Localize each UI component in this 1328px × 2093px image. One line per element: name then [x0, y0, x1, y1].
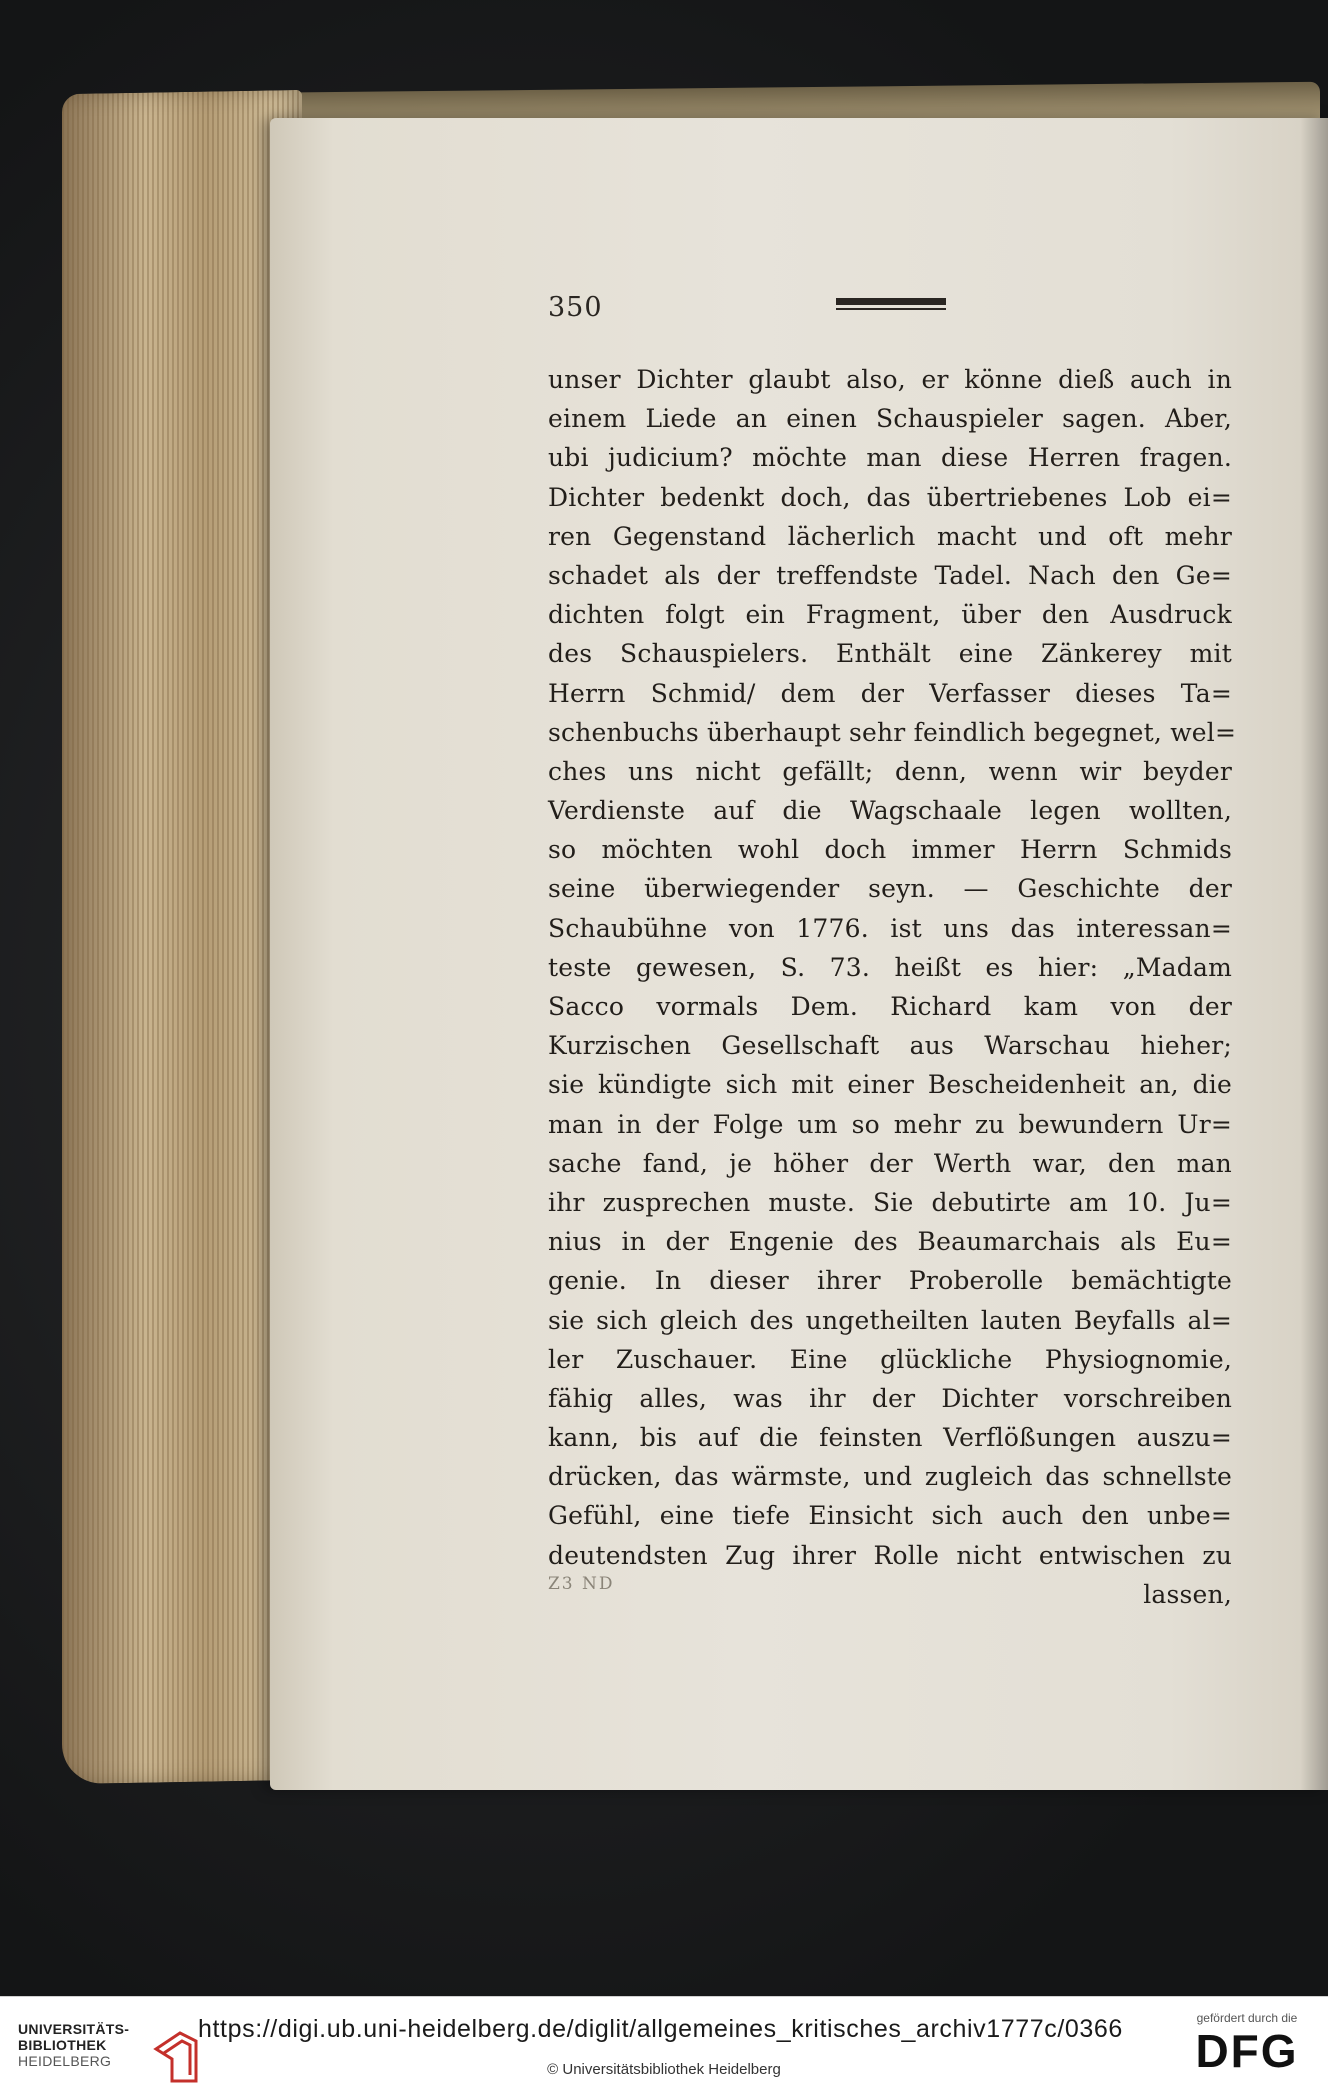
catchword: lassen, — [1143, 1579, 1232, 1609]
text-line: unser Dichter glaubt also, er könne dieß auch in — [548, 365, 1232, 394]
dfg-logo: DFG — [1195, 2025, 1299, 2077]
text-line: schadet als der treffendste Tadel. Nach den Ge= — [548, 560, 1232, 590]
text-line: ihr zusprechen muste. Sie debutirte am 10. Ju= — [548, 1187, 1232, 1217]
text-line: teste gewesen, S. 73. heißt es hier: „Madam — [548, 952, 1232, 982]
text-line: genie. In dieser ihrer Proberolle bemächtigte — [548, 1266, 1232, 1296]
text-line: ches uns nicht gefällt; denn, wenn wir beyder — [548, 756, 1232, 786]
library-name-line3: HEIDELBERG — [18, 2053, 112, 2069]
text-line: sache fand, je höher der Werth war, den man — [548, 1148, 1232, 1178]
text-line: Verdienste auf die Wagschaale legen wollten, — [548, 796, 1232, 826]
page-number: 350 — [548, 292, 603, 323]
text-line: drücken, das wärmste, und zugleich das schnellste — [548, 1462, 1232, 1492]
text-line: einem Liede an einen Schauspieler sagen. Aber, — [548, 404, 1232, 434]
text-line: kann, bis auf die feinsten Verflößungen auszu= — [548, 1423, 1232, 1453]
text-line: dichten folgt ein Fragment, über den Ausdruck — [548, 600, 1232, 630]
funding-caption: gefördert durch die — [1196, 2011, 1298, 2025]
header-ornament — [836, 298, 946, 312]
text-line: Gefühl, eine tiefe Einsicht sich auch den unbe= — [548, 1501, 1232, 1531]
text-line: Sacco vormals Dem. Richard kam von der — [548, 992, 1232, 1021]
text-line: Herrn Schmid/ dem der Verfasser dieses Ta= — [548, 678, 1232, 708]
viewer-footer — [0, 1996, 1328, 2093]
text-line: nius in der Engenie des Beaumarchais als Eu= — [548, 1227, 1232, 1257]
library-name-line1: UNIVERSITÄTS- — [18, 2021, 130, 2037]
text-line: sie sich gleich des ungetheilten lauten Beyfalls al= — [548, 1305, 1232, 1335]
text-line: ubi judicium? möchte man diese Herren fragen. — [548, 443, 1232, 473]
book-fore-edge — [62, 90, 302, 1784]
text-line: Schaubühne von 1776. ist uns das interessan= — [548, 913, 1232, 943]
text-line: seine überwiegender seyn. — Geschichte der — [548, 874, 1232, 904]
page-text — [548, 360, 1237, 1614]
text-line: ler Zuschauer. Eine glückliche Physiognomie, — [548, 1344, 1232, 1374]
text-line: Kurzischen Gesellschaft aus Warschau hieher; — [548, 1031, 1232, 1061]
text-line: des Schauspielers. Enthält eine Zänkerey mit — [548, 639, 1232, 669]
text-line: ren Gegenstand lächerlich macht und oft mehr — [548, 521, 1232, 551]
permalink-url[interactable]: https://digi.ub.uni-heidelberg.de/diglit/allgemeines_kritisches_archiv1777c/0366 — [198, 2015, 1123, 2043]
funder-block[interactable] — [1182, 2011, 1312, 2077]
text-line: schenbuchs überhaupt sehr feindlich begegnet, wel= — [548, 717, 1237, 747]
library-name-line2: BIBLIOTHEK — [18, 2037, 107, 2053]
gutter-shadow — [1300, 118, 1328, 1790]
text-line: man in der Folge um so mehr zu bewundern Ur= — [548, 1109, 1232, 1139]
text-line: fähig alles, was ihr der Dichter vorschreiben — [548, 1383, 1232, 1413]
text-line: Dichter bedenkt doch, das übertriebenes Lob ei= — [548, 482, 1232, 512]
text-line: sie kündigte sich mit einer Bescheidenheit an, die — [548, 1070, 1232, 1100]
text-line: deutendsten Zug ihrer Rolle nicht entwischen zu — [548, 1540, 1232, 1570]
text-line: so möchten wohl doch immer Herrn Schmids — [548, 835, 1232, 865]
copyright-notice: © Universitätsbibliothek Heidelberg — [547, 2061, 781, 2078]
signature-mark: Z3 ND — [548, 1574, 615, 1594]
